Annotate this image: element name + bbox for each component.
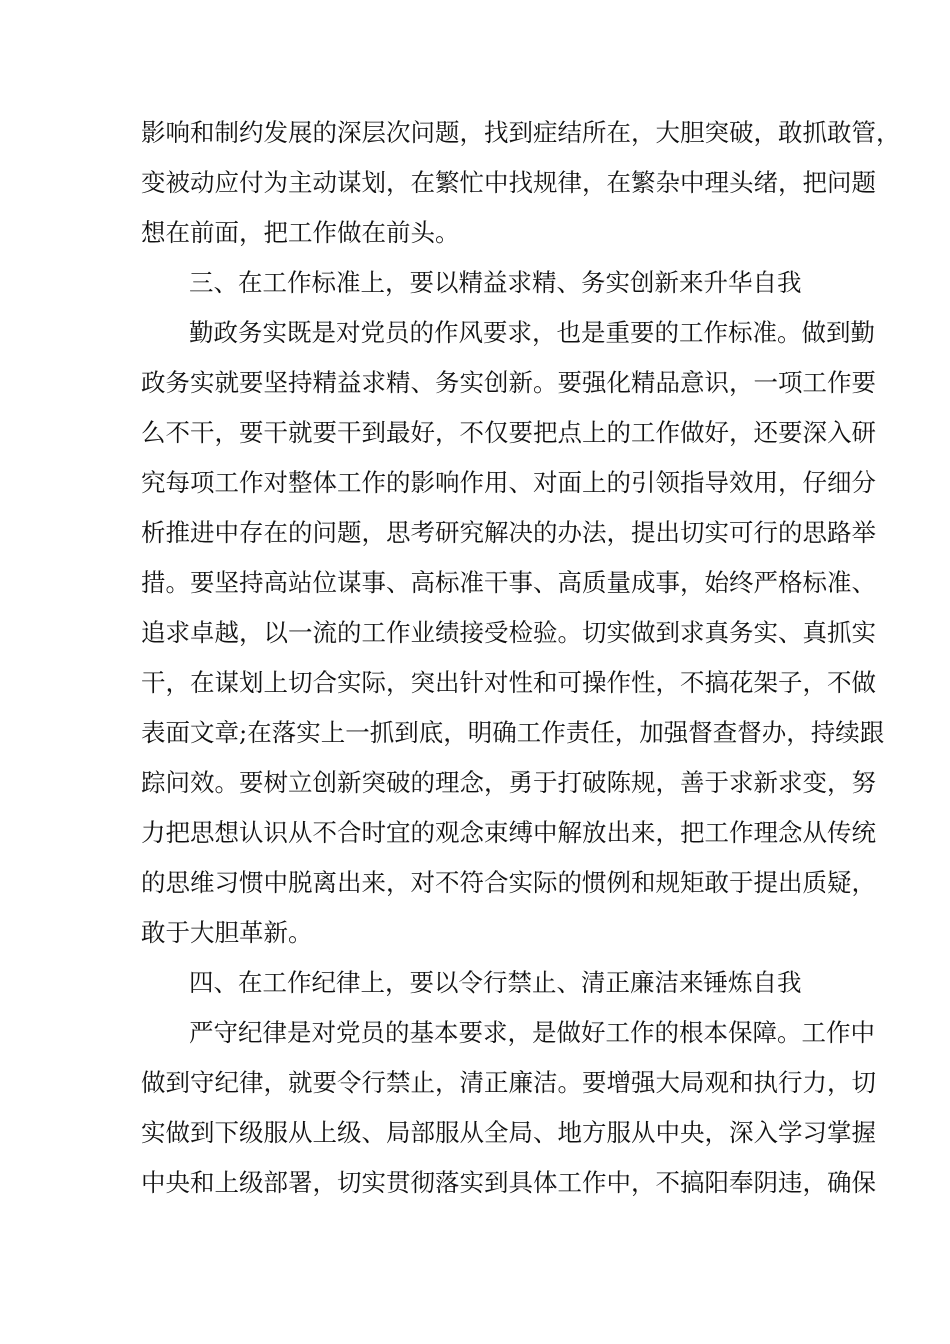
paragraph-line: 严守纪律是对党员的基本要求，是做好工作的根本保障。工作中 — [189, 1018, 875, 1047]
paragraph-line: 实做到下级服从上级、局部服从全局、地方服从中央，深入学习掌握 — [141, 1118, 876, 1147]
paragraph-line: 想在前面，把工作做在前头。 — [141, 218, 460, 247]
paragraph-line: 敢于大胆革新。 — [141, 918, 313, 947]
paragraph-line: 措。要坚持高站位谋事、高标准干事、高质量成事，始终严格标准、 — [141, 568, 876, 597]
paragraph-line: 追求卓越，以一流的工作业绩接受检验。切实做到求真务实、真抓实 — [141, 618, 876, 647]
paragraph-line: 中央和上级部署，切实贯彻落实到具体工作中，不搞阳奉阴违，确保 — [141, 1168, 876, 1197]
paragraph-line: 踪问效。要树立创新突破的理念，勇于打破陈规，善于求新求变，努 — [141, 768, 876, 797]
paragraph-line: 析推进中存在的问题，思考研究解决的办法，提出切实可行的思路举 — [141, 518, 876, 547]
paragraph-line: 做到守纪律，就要令行禁止，清正廉洁。要增强大局观和执行力，切 — [141, 1068, 876, 1097]
paragraph-line: 的思维习惯中脱离出来，对不符合实际的惯例和规矩敢于提出质疑， — [141, 868, 876, 897]
paragraph-line: 究每项工作对整体工作的影响作用、对面上的引领指导效用，仔细分 — [141, 468, 876, 497]
paragraph-line: 力把思想认识从不合时宜的观念束缚中解放出来，把工作理念从传统 — [141, 818, 876, 847]
paragraph-line: 政务实就要坚持精益求精、务实创新。要强化精品意识，一项工作要 — [141, 368, 876, 397]
paragraph-line: 表面文章;在落实上一抓到底，明确工作责任，加强督查督办，持续跟 — [141, 718, 885, 747]
section-heading-3: 三、在工作标准上，要以精益求精、务实创新来升华自我 — [189, 268, 802, 297]
paragraph-line: 么不干，要干就要干到最好，不仅要把点上的工作做好，还要深入研 — [141, 418, 876, 447]
paragraph-line: 干，在谋划上切合实际，突出针对性和可操作性，不搞花架子，不做 — [141, 668, 876, 697]
paragraph-line: 影响和制约发展的深层次问题，找到症结所在，大胆突破，敢抓敢管， — [141, 118, 901, 147]
paragraph-line: 勤政务实既是对党员的作风要求，也是重要的工作标准。做到勤 — [189, 318, 875, 347]
paragraph-line: 变被动应付为主动谋划，在繁忙中找规律，在繁杂中理头绪，把问题 — [141, 168, 876, 197]
section-heading-4: 四、在工作纪律上，要以令行禁止、清正廉洁来锤炼自我 — [189, 968, 802, 997]
